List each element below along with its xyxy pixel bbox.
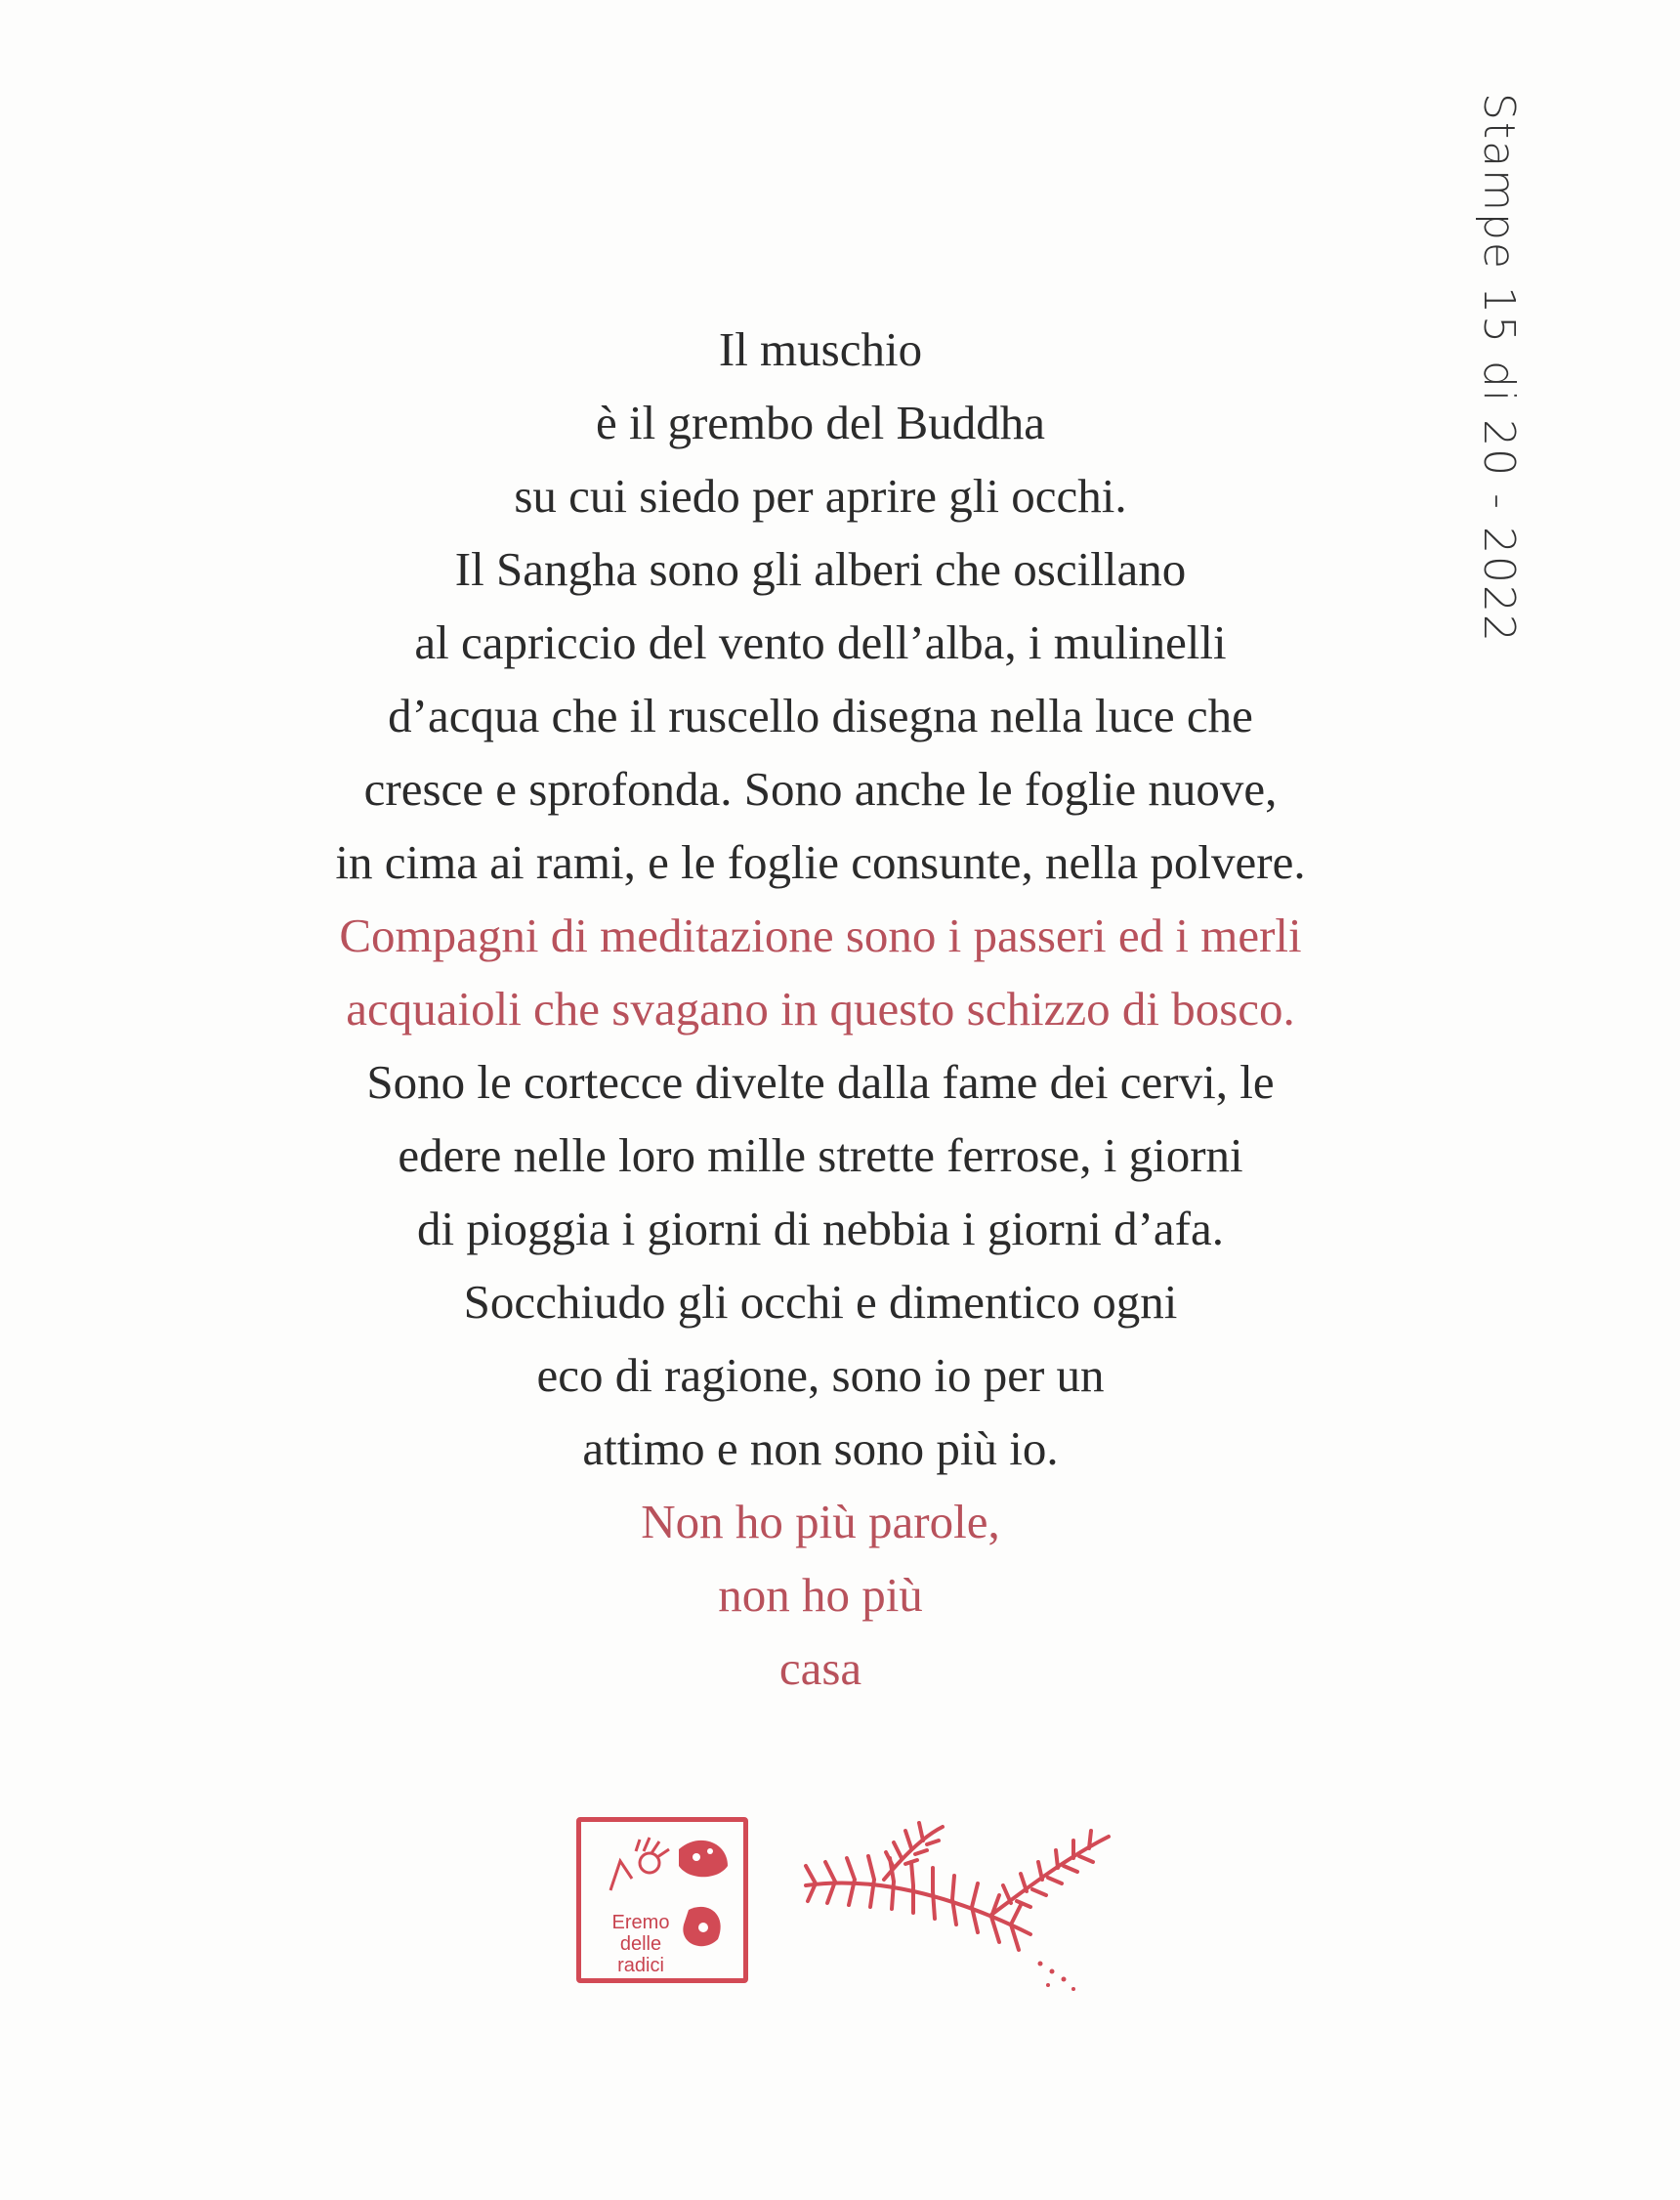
- poem-line: Il Sangha sono gli alberi che oscillano: [454, 542, 1187, 596]
- poem-line: edere nelle loro mille strette ferrose, i giorni: [398, 1128, 1243, 1182]
- stamp-text: [597, 1912, 685, 1976]
- poem-line: in cima ai rami, e le foglie consunte, nella polvere.: [335, 835, 1306, 889]
- poem-line-highlight: Non ho più parole,: [641, 1495, 1000, 1548]
- poem-line: Sono le cortecce divelte dalla fame dei cervi, le: [366, 1055, 1275, 1109]
- poem-line: attimo e non sono più io.: [582, 1421, 1059, 1475]
- poem-line-highlight: non ho più: [718, 1568, 923, 1622]
- poem-line: su cui siedo per aprire gli occhi.: [514, 469, 1127, 523]
- stamp-line: Eremo: [611, 1912, 670, 1933]
- poem: [0, 313, 1641, 1705]
- poem-line-highlight: casa: [778, 1641, 862, 1695]
- poem-line-highlight: acquaioli che svagano in questo schizzo di bosco.: [346, 982, 1295, 1036]
- stamp-line: radici: [617, 1955, 664, 1976]
- poem-line: Socchiudo gli occhi e dimentico ogni: [463, 1275, 1178, 1329]
- stamp-line: delle: [619, 1933, 662, 1955]
- handwritten-note: Stampe 15 di 20 - 2022: [1474, 93, 1524, 644]
- poem-line-highlight: Compagni di meditazione sono i passeri ed i merli: [339, 909, 1302, 962]
- poem-line: di pioggia i giorni di nebbia i giorni d’afa.: [416, 1202, 1224, 1255]
- pine-branch-icon: [796, 1817, 1128, 2003]
- poem-line: è il grembo del Buddha: [596, 396, 1045, 449]
- poem-line: al capriccio del vento dell’alba, i mulinelli: [414, 615, 1227, 669]
- poem-line: d’acqua che il ruscello disegna nella luce che: [388, 689, 1253, 742]
- poem-line: eco di ragione, sono io per un: [536, 1348, 1105, 1402]
- eremo-stamp: [576, 1817, 748, 1983]
- poem-line: cresce e sprofonda. Sono anche le foglie nuove,: [363, 762, 1278, 816]
- poem-line: Il muschio: [718, 322, 923, 376]
